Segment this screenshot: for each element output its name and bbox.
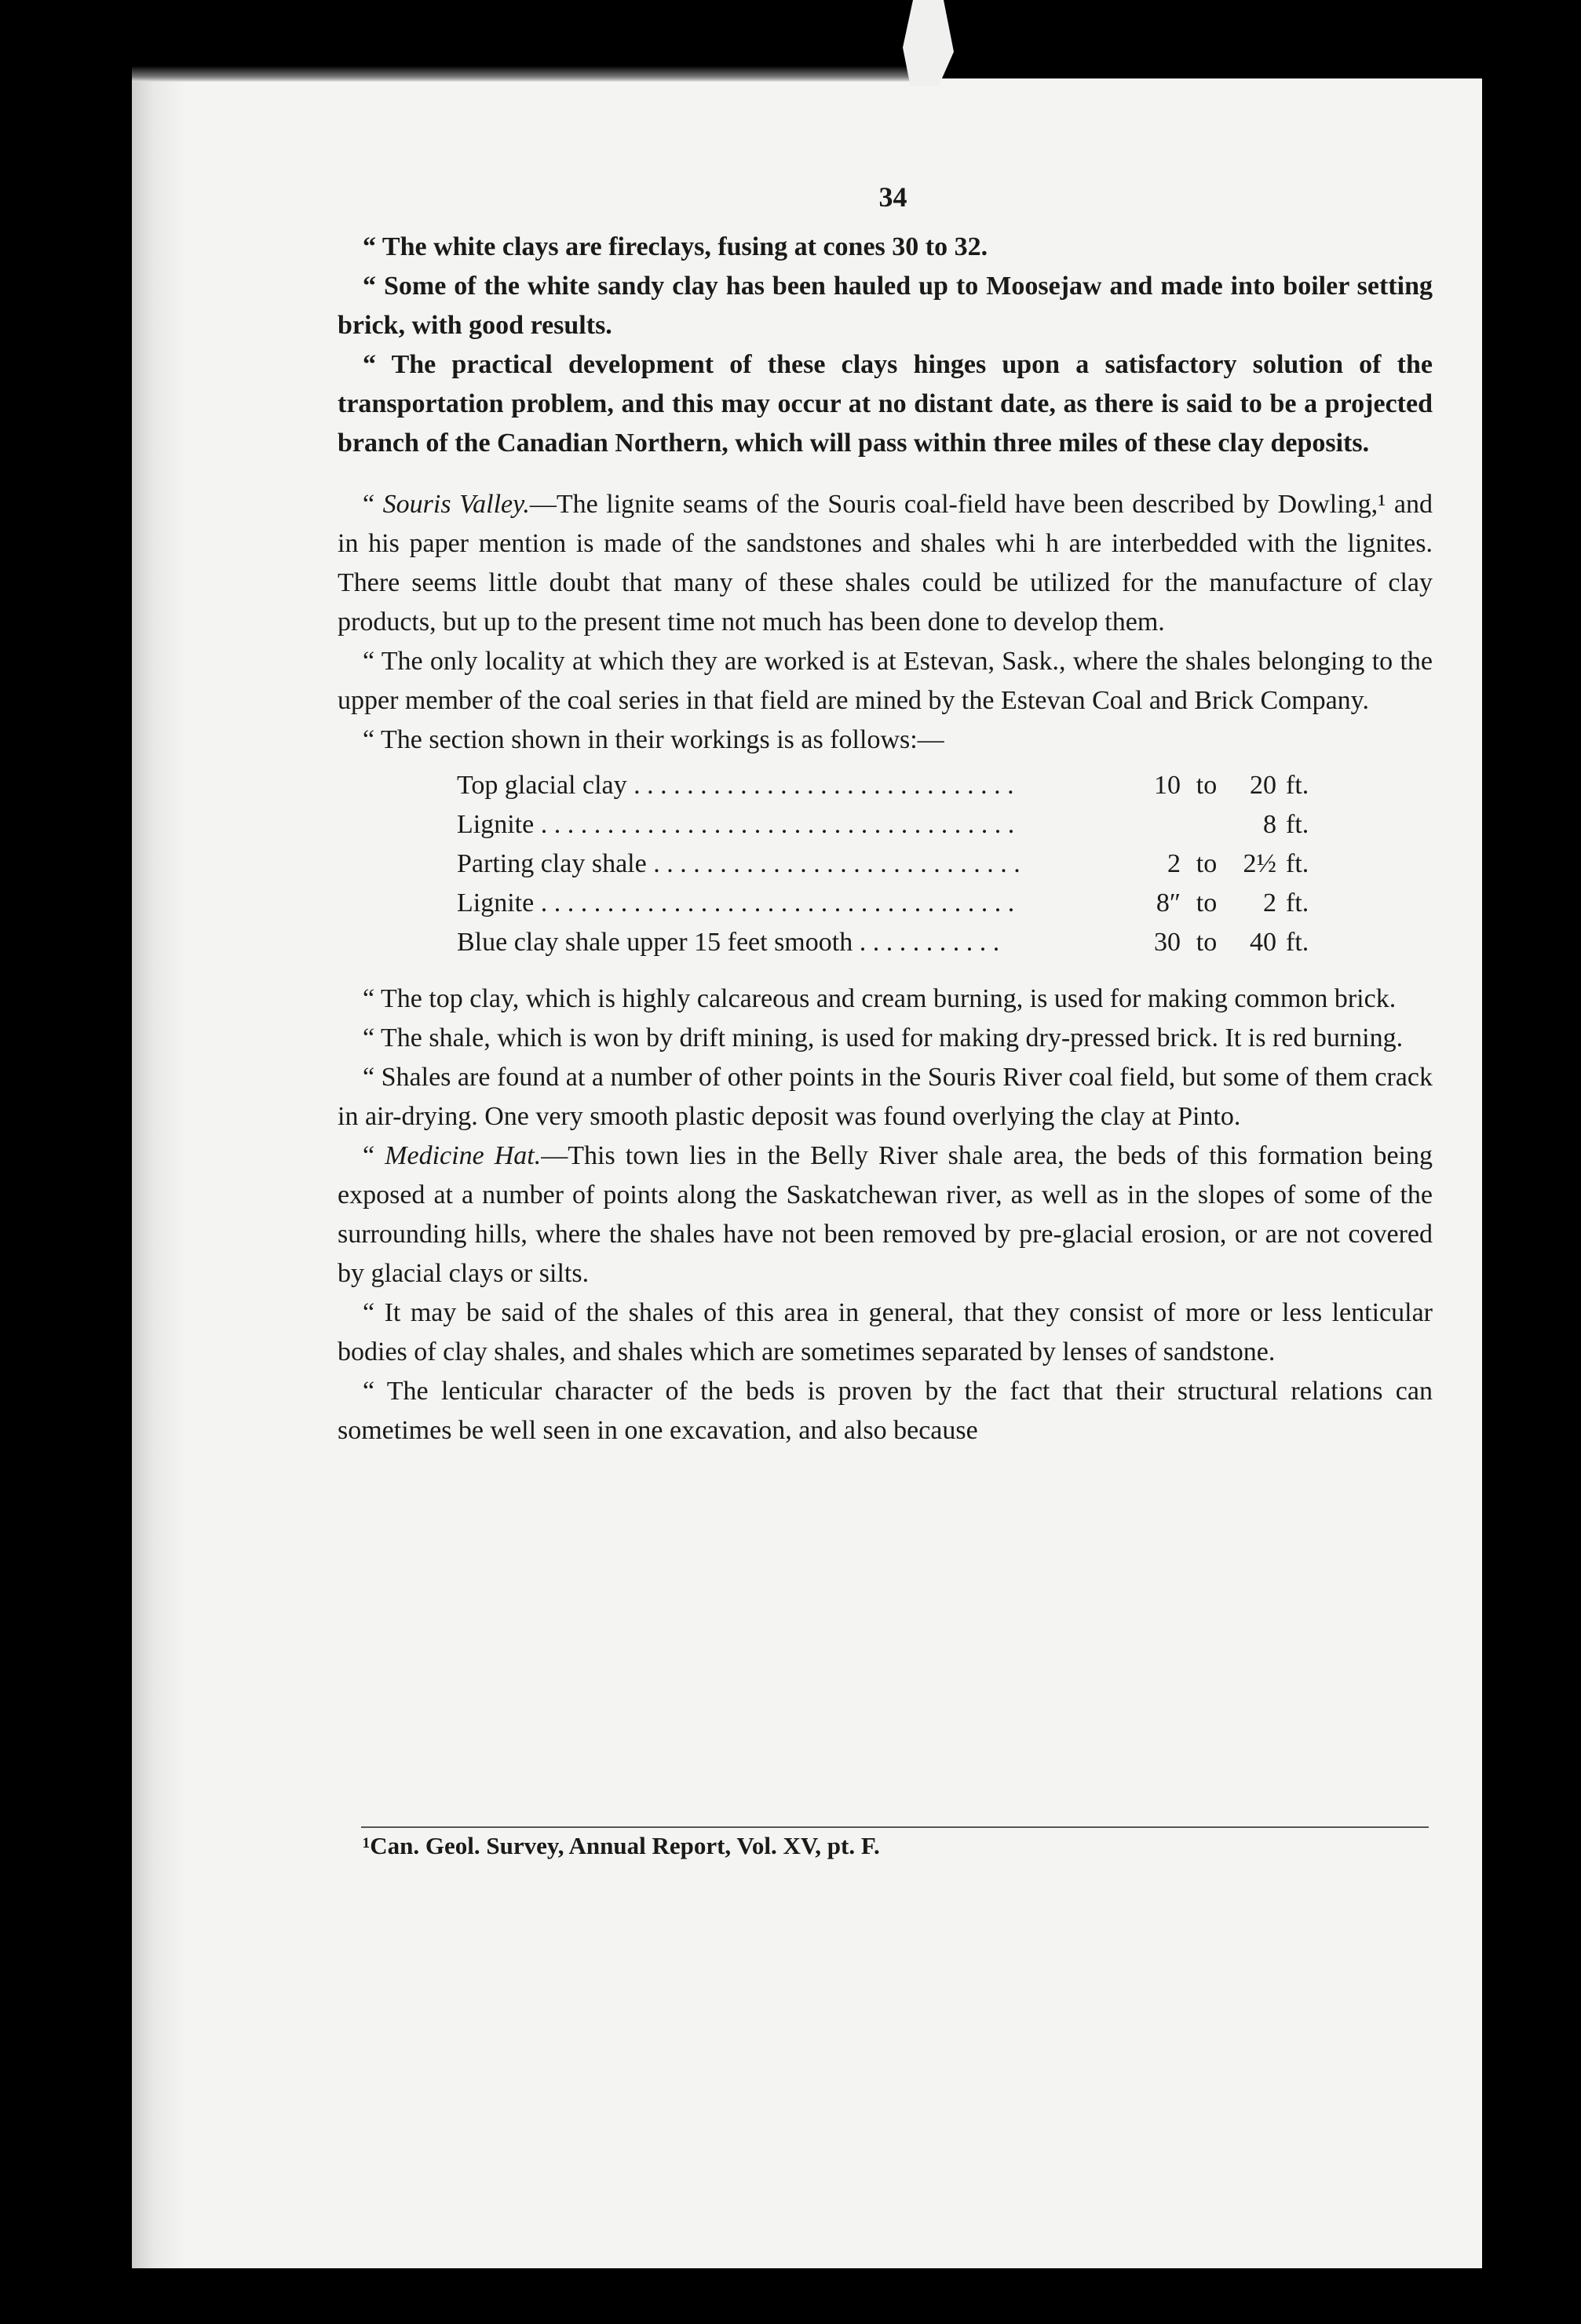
- section-heading-medicine-hat: Medicine Hat.: [385, 1141, 542, 1170]
- layer-from: 2: [1167, 849, 1181, 878]
- layer-to-word: to: [1196, 928, 1218, 957]
- paragraph: “ Some of the white sandy clay has been hauled up to Moosejaw and made into boiler setting brick, with good results.: [338, 272, 1433, 340]
- paragraph-text: —The lignite seams of the Souris coal-field have been described by Dowling,¹ and in his paper mention is made of the sandstones and shales whi h are interbedded with the lignites. There seems little doubt that many of these shales could be utilized for the manufacture of clay products, but up to the present time not much has been done to develop them.: [338, 490, 1433, 637]
- layer-name: Blue clay shale upper 15 feet smooth . . . . . . . . . . .: [457, 928, 1000, 957]
- layer-upto: 20: [1250, 771, 1276, 800]
- layer-unit: ft.: [1286, 810, 1309, 839]
- layer-upto: 40: [1250, 928, 1276, 957]
- layer-upto: 2: [1263, 888, 1276, 918]
- paragraph: “ The practical development of these clays hinges upon a satisfactory solution of the transportation problem, and this may occur at no distant date, as there is said to be a projected branch of the Canadian Northern, which will pass within three miles of these clay deposits.: [338, 350, 1433, 458]
- layer-from: 30: [1154, 928, 1181, 957]
- section-gap: [338, 463, 1433, 485]
- open-quote: “: [363, 1141, 385, 1170]
- layer-unit: ft.: [1286, 771, 1309, 800]
- paragraph: “ It may be said of the shales of this area in general, that they consist of more or less lenticular bodies of clay shales, and shales which are sometimes separated by lenses of sandstone.: [338, 1298, 1433, 1366]
- layer-name: Parting clay shale . . . . . . . . . . . . . . . . . . . . . . . . . . . .: [457, 849, 1021, 878]
- table-row: [457, 845, 1433, 884]
- layer-upto: 8: [1263, 810, 1276, 839]
- footnote: ¹Can. Geol. Survey, Annual Report, Vol. XV, pt. F.: [363, 1832, 880, 1859]
- section-heading-souris: Souris Valley.: [382, 490, 530, 519]
- paragraph: “ Shales are found at a number of other points in the Souris River coal field, but some of them crack in air-drying. One very smooth plastic deposit was found overlying the clay at Pinto.: [338, 1063, 1433, 1131]
- paragraph: “ The only locality at which they are worked is at Estevan, Sask., where the shales belonging to the upper member of the coal series in that field are mined by the Estevan Coal and Brick Company.: [338, 647, 1433, 715]
- page-body: [338, 177, 1433, 1450]
- medicine-hat-paragraph: [338, 1136, 1433, 1293]
- table-row: [457, 766, 1433, 805]
- page-binding-edge: [132, 78, 187, 2268]
- footnote-divider: [361, 1826, 1429, 1828]
- table-row: [457, 884, 1433, 923]
- paragraph: “ The lenticular character of the beds is proven by the fact that their structural relations can sometimes be well seen in one excavation, and also because: [338, 1377, 1433, 1445]
- layer-unit: ft.: [1286, 888, 1309, 918]
- layer-name: Lignite . . . . . . . . . . . . . . . . . . . . . . . . . . . . . . . . . . . .: [457, 810, 1015, 839]
- open-quote: “: [363, 490, 383, 519]
- layer-unit: ft.: [1286, 928, 1309, 957]
- paragraph: “ The white clays are fireclays, fusing at cones 30 to 32.: [363, 232, 988, 261]
- paragraph-text: —This town lies in the Belly River shale area, the beds of this formation being exposed at a number of points along the Saskatchewan river, as well as in the slopes of some of the surrounding hills, where the shales have not been removed by pre-glacial erosion, or are not covered by glacial clays or silts.: [338, 1141, 1433, 1288]
- layer-to-word: to: [1196, 771, 1218, 800]
- layer-from: 8″: [1156, 888, 1181, 918]
- souris-valley-paragraph: [338, 485, 1433, 642]
- paragraph: “ The section shown in their workings is as follows:—: [363, 725, 944, 754]
- fireclay-paragraphs: [338, 228, 1433, 463]
- layer-from: 10: [1154, 771, 1181, 800]
- table-row: [457, 805, 1433, 845]
- page-top-edge: [132, 66, 917, 82]
- section-table: [457, 766, 1433, 962]
- layer-unit: ft.: [1286, 849, 1309, 878]
- layer-name: Top glacial clay . . . . . . . . . . . . . . . . . . . . . . . . . . . . .: [457, 771, 1014, 800]
- page-number: 34: [878, 181, 907, 213]
- layer-to-word: to: [1196, 849, 1218, 878]
- paragraph: “ The top clay, which is highly calcareous and cream burning, is used for making common brick.: [363, 984, 1397, 1013]
- layer-name: Lignite . . . . . . . . . . . . . . . . . . . . . . . . . . . . . . . . . . . .: [457, 888, 1015, 918]
- paragraph: “ The shale, which is won by drift mining, is used for making dry-pressed brick. It is red burning.: [363, 1023, 1404, 1053]
- layer-upto: 2½: [1243, 849, 1276, 878]
- table-row: [457, 923, 1433, 962]
- layer-to-word: to: [1196, 888, 1218, 918]
